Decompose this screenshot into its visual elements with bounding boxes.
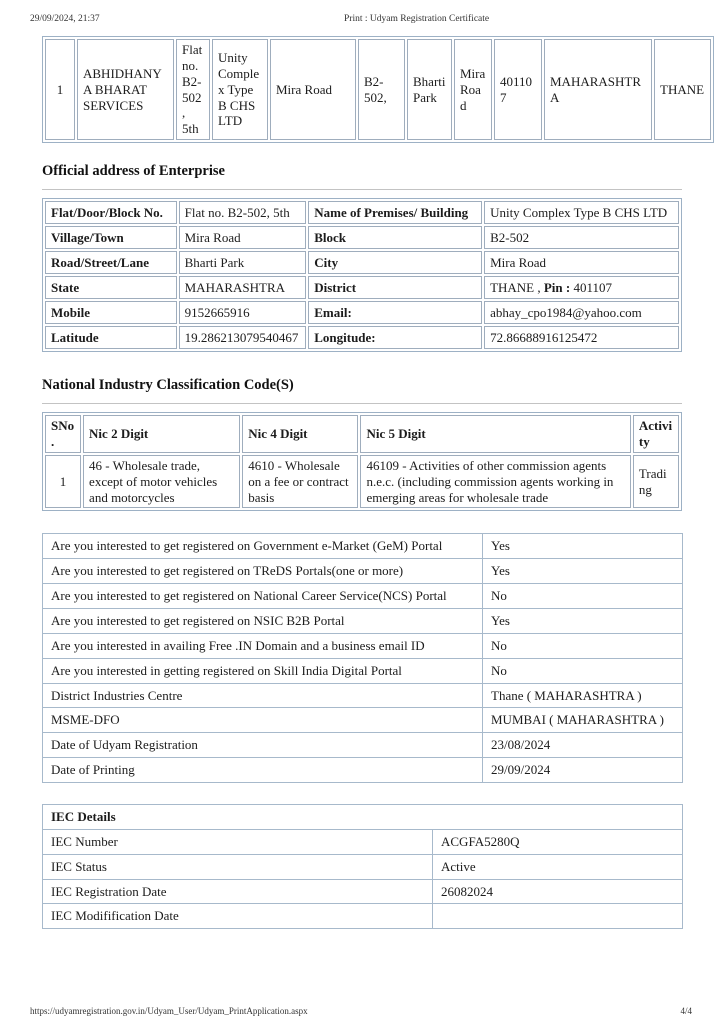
answer-value: No bbox=[483, 584, 683, 609]
unit-village: Mira Road bbox=[270, 39, 356, 140]
info-row-gem bbox=[43, 534, 683, 559]
question-label: Are you interested in getting registered on Skill India Digital Portal bbox=[43, 658, 483, 683]
section-divider bbox=[42, 403, 682, 404]
unit-sno: 1 bbox=[45, 39, 75, 140]
official-address-heading: Official address of Enterprise bbox=[42, 163, 225, 180]
iec-value: Active bbox=[433, 854, 683, 879]
addr-value-latitude: 19.286213079540467 bbox=[179, 326, 307, 349]
addr-value-mobile: 9152665916 bbox=[179, 301, 307, 324]
iec-details-heading: IEC Details bbox=[43, 805, 683, 830]
info-row-skill-india bbox=[43, 658, 683, 683]
info-row-dic bbox=[43, 683, 683, 708]
nic-activity: Trading bbox=[633, 455, 679, 509]
official-address-table bbox=[42, 198, 682, 352]
question-label: Are you interested to get registered on Government e-Market (GeM) Portal bbox=[43, 534, 483, 559]
unit-district: THANE bbox=[654, 39, 711, 140]
address-row bbox=[45, 226, 679, 249]
answer-value: 29/09/2024 bbox=[483, 758, 683, 783]
registration-info-table bbox=[42, 533, 683, 783]
addr-label-longitude: Longitude: bbox=[308, 326, 482, 349]
print-page-number: 4/4 bbox=[680, 1006, 692, 1016]
answer-value: Yes bbox=[483, 534, 683, 559]
nic-2digit: 46 - Wholesale trade, except of motor vehicles and motorcycles bbox=[83, 455, 240, 509]
iec-row-number bbox=[43, 829, 683, 854]
question-label: District Industries Centre bbox=[43, 683, 483, 708]
info-row-domain bbox=[43, 633, 683, 658]
nic-sno: 1 bbox=[45, 455, 81, 509]
nic-5digit: 46109 - Activities of other commission agents n.e.c. (including commission agents working in emerging areas for wholesale trade bbox=[360, 455, 630, 509]
info-row-nsic bbox=[43, 609, 683, 634]
nic-table bbox=[42, 412, 682, 511]
info-row-msme-dfo bbox=[43, 708, 683, 733]
info-row-registration-date bbox=[43, 733, 683, 758]
unit-enterprise-name: ABHIDHANYA BHARAT SERVICES bbox=[77, 39, 174, 140]
address-row bbox=[45, 251, 679, 274]
iec-row-registration-date bbox=[43, 879, 683, 904]
section-divider bbox=[42, 189, 682, 190]
answer-value: No bbox=[483, 633, 683, 658]
nic-header-activity: Activity bbox=[633, 415, 679, 453]
enterprise-units-table bbox=[42, 36, 714, 143]
nic-header-row bbox=[45, 415, 679, 453]
iec-header-row bbox=[43, 805, 683, 830]
unit-state: MAHARASHTRA bbox=[544, 39, 652, 140]
iec-label: IEC Number bbox=[43, 829, 433, 854]
pin-label: Pin : bbox=[543, 279, 571, 295]
answer-value: No bbox=[483, 658, 683, 683]
addr-label-mobile: Mobile bbox=[45, 301, 177, 324]
iec-value bbox=[433, 904, 683, 929]
unit-city: Mira Road bbox=[454, 39, 492, 140]
nic-heading: National Industry Classification Code(S) bbox=[42, 377, 294, 394]
addr-label-district: District bbox=[308, 276, 482, 299]
nic-data-row bbox=[45, 455, 679, 509]
addr-value-district: THANE , Pin : 401107 bbox=[484, 276, 679, 299]
iec-label: IEC Registration Date bbox=[43, 879, 433, 904]
question-label: Are you interested to get registered on TReDS Portals(one or more) bbox=[43, 559, 483, 584]
info-row-ncs bbox=[43, 584, 683, 609]
addr-label-block: Block bbox=[308, 226, 482, 249]
address-row bbox=[45, 326, 679, 349]
unit-road: Bharti Park bbox=[407, 39, 452, 140]
iec-label: IEC Modifification Date bbox=[43, 904, 433, 929]
addr-label-latitude: Latitude bbox=[45, 326, 177, 349]
question-label: MSME-DFO bbox=[43, 708, 483, 733]
print-source-url: https://udyamregistration.gov.in/Udyam_User/Udyam_PrintApplication.aspx bbox=[30, 1006, 308, 1016]
addr-value-road: Bharti Park bbox=[179, 251, 307, 274]
addr-label-city: City bbox=[308, 251, 482, 274]
question-label: Date of Udyam Registration bbox=[43, 733, 483, 758]
unit-building: Unity Complex Type B CHS LTD bbox=[212, 39, 268, 140]
addr-value-email: abhay_cpo1984@yahoo.com bbox=[484, 301, 679, 324]
addr-label-flat: Flat/Door/Block No. bbox=[45, 201, 177, 224]
nic-header-5digit: Nic 5 Digit bbox=[360, 415, 630, 453]
answer-value: Thane ( MAHARASHTRA ) bbox=[483, 683, 683, 708]
unit-pin: 401107 bbox=[494, 39, 542, 140]
address-row bbox=[45, 276, 679, 299]
question-label: Are you interested to get registered on National Career Service(NCS) Portal bbox=[43, 584, 483, 609]
addr-value-city: Mira Road bbox=[484, 251, 679, 274]
nic-header-4digit: Nic 4 Digit bbox=[242, 415, 358, 453]
addr-value-longitude: 72.86688916125472 bbox=[484, 326, 679, 349]
addr-label-state: State bbox=[45, 276, 177, 299]
iec-value: ACGFA5280Q bbox=[433, 829, 683, 854]
unit-block: B2-502, bbox=[358, 39, 405, 140]
addr-label-village: Village/Town bbox=[45, 226, 177, 249]
answer-value: Yes bbox=[483, 559, 683, 584]
addr-value-state: MAHARASHTRA bbox=[179, 276, 307, 299]
iec-label: IEC Status bbox=[43, 854, 433, 879]
address-row bbox=[45, 201, 679, 224]
nic-4digit: 4610 - Wholesale on a fee or contract basis bbox=[242, 455, 358, 509]
unit-row bbox=[45, 39, 711, 140]
addr-label-road: Road/Street/Lane bbox=[45, 251, 177, 274]
iec-row-status bbox=[43, 854, 683, 879]
question-label: Date of Printing bbox=[43, 758, 483, 783]
addr-value-village: Mira Road bbox=[179, 226, 307, 249]
document-content bbox=[42, 36, 705, 929]
addr-value-block: B2-502 bbox=[484, 226, 679, 249]
unit-flat: Flat no. B2-502, 5th bbox=[176, 39, 210, 140]
addr-label-email: Email: bbox=[308, 301, 482, 324]
nic-header-sno: SNo. bbox=[45, 415, 81, 453]
print-datetime: 29/09/2024, 21:37 bbox=[30, 14, 100, 24]
info-row-treds bbox=[43, 559, 683, 584]
question-label: Are you interested in availing Free .IN Domain and a business email ID bbox=[43, 633, 483, 658]
address-row bbox=[45, 301, 679, 324]
question-label: Are you interested to get registered on NSIC B2B Portal bbox=[43, 609, 483, 634]
iec-row-modification-date bbox=[43, 904, 683, 929]
nic-header-2digit: Nic 2 Digit bbox=[83, 415, 240, 453]
iec-details-table bbox=[42, 804, 683, 929]
answer-value: Yes bbox=[483, 609, 683, 634]
answer-value: 23/08/2024 bbox=[483, 733, 683, 758]
addr-value-flat: Flat no. B2-502, 5th bbox=[179, 201, 307, 224]
print-title: Print : Udyam Registration Certificate bbox=[344, 14, 490, 24]
info-row-printing-date bbox=[43, 758, 683, 783]
addr-value-premises: Unity Complex Type B CHS LTD bbox=[484, 201, 679, 224]
addr-label-premises: Name of Premises/ Building bbox=[308, 201, 482, 224]
answer-value: MUMBAI ( MAHARASHTRA ) bbox=[483, 708, 683, 733]
iec-value: 26082024 bbox=[433, 879, 683, 904]
